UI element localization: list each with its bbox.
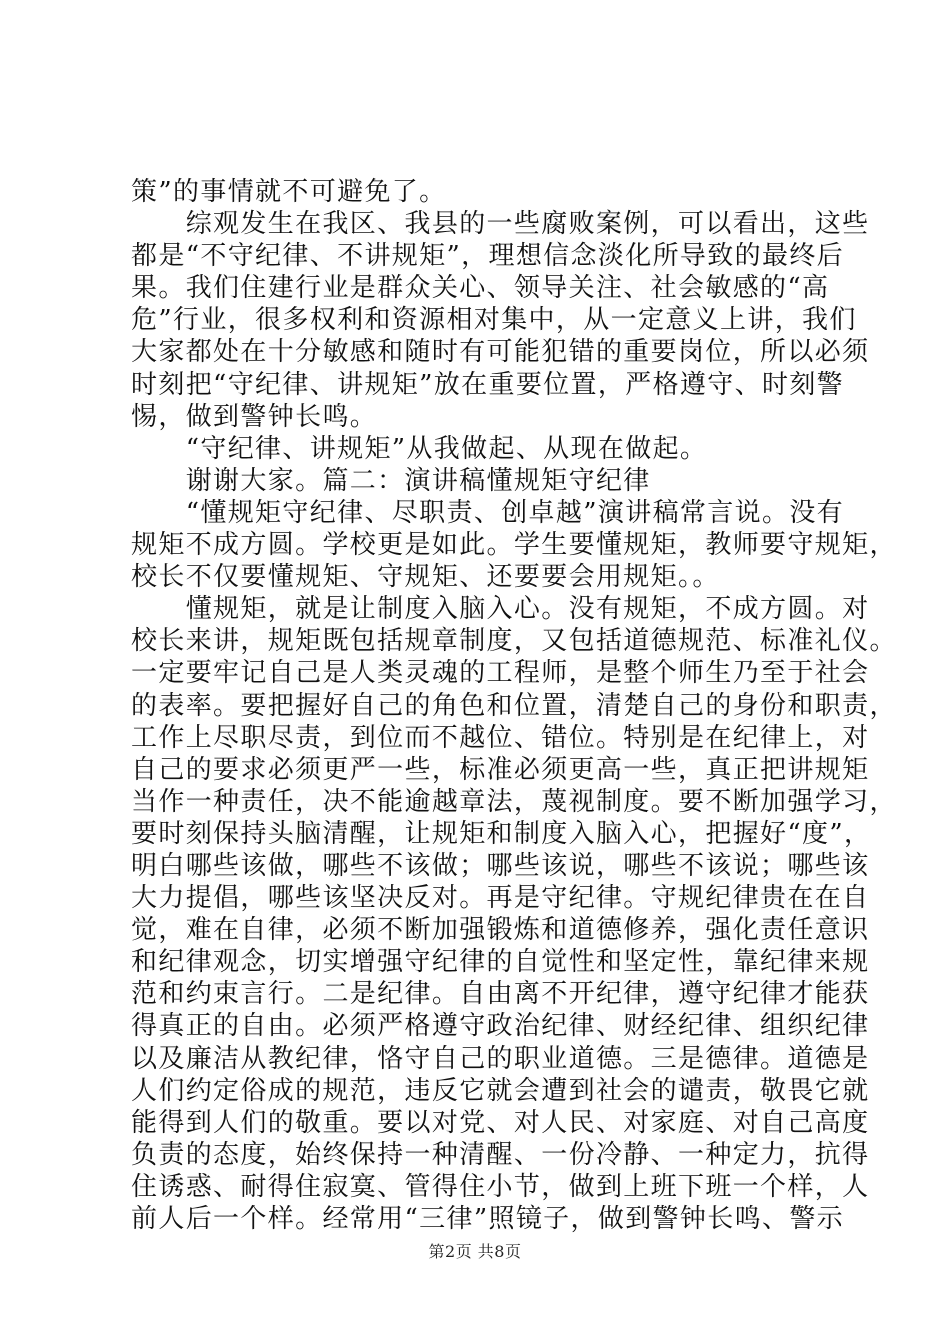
text-line: 自己的要求必须更严一些，标准必须更高一些，真正把讲规矩 [131, 754, 870, 785]
text-line: 前人后一个样。经常用“三律”照镜子，做到警钟长鸣、警示 [131, 1204, 845, 1234]
text-line: 时刻把“守纪律、讲规矩”放在重要位置，严格遵守、时刻警 [131, 369, 845, 400]
text-line: 住诱惑、耐得住寂寞、管得住小节，做到上班下班一个样，人 [131, 1171, 870, 1202]
document-body [131, 176, 897, 1235]
text-line: 当作一种责任，决不能逾越章法，蔑视制度。要不断加强学习， [131, 786, 897, 817]
text-line: 校长来讲，规矩既包括规章制度，又包括道德规范、标准礼仪。 [131, 626, 897, 657]
text-line: 惕，做到警钟长鸣。 [131, 401, 378, 432]
text-line: 果。我们住建行业是群众关心、领导关注、社会敏感的“高 [131, 273, 830, 304]
text-line: 都是“不守纪律、不讲规矩”，理想信念淡化所导致的最终后 [131, 241, 845, 272]
text-line: 明白哪些该做，哪些不该做；哪些该说，哪些不该说；哪些该 [131, 850, 870, 881]
text-line: 的表率。要把握好自己的角色和位置，清楚自己的身份和职责， [131, 690, 897, 721]
text-line: 要时刻保持头脑清醒，让规矩和制度入脑入心，把握好“度”， [131, 818, 872, 849]
text-line: 规矩不成方圆。学校更是如此。学生要懂规矩，教师要守规矩， [131, 530, 897, 561]
text-line: 危”行业，很多权利和资源相对集中，从一定意义上讲，我们 [131, 305, 857, 336]
text-line: 负责的态度，始终保持一种清醒、一份冷静、一种定力，抗得 [131, 1139, 870, 1170]
text-line: 一定要牢记自己是人类灵魂的工程师，是整个师生乃至于社会 [131, 658, 870, 689]
text-line: 工作上尽职尽责，到位而不越位、错位。特别是在纪律上，对 [131, 722, 870, 753]
text-line: 校长不仅要懂规矩、守规矩、还要要会用规矩。。 [131, 562, 720, 593]
text-line: 策”的事情就不可避免了。 [131, 177, 447, 207]
text-line: 得真正的自由。必须严格遵守政治纪律、财经纪律、组织纪律 [131, 1011, 870, 1042]
text-line: 大力提倡，哪些该坚决反对。再是守纪律。守规纪律贵在在自 [131, 883, 870, 914]
text-line: “懂规矩守纪律、尽职责、创卓越”演讲稿常言说。没有 [131, 497, 845, 528]
text-line: 觉，难在自律，必须不断加强锻炼和道德修养，强化责任意识 [131, 915, 870, 946]
text-line: 大家都处在十分敏感和随时有可能犯错的重要岗位，所以必须 [131, 337, 870, 368]
text-line: “守纪律、讲规矩”从我做起、从现在做起。 [131, 433, 708, 464]
text-line: 能得到人们的敬重。要以对党、对人民、对家庭、对自己高度 [131, 1107, 870, 1138]
text-line: 范和约束言行。二是纪律。自由离不开纪律，遵守纪律才能获 [131, 979, 870, 1010]
text-line: 以及廉洁从教纪律，恪守自己的职业道德。三是德律。道德是 [131, 1043, 870, 1074]
text-line: 谢谢大家。篇二：演讲稿懂规矩守纪律 [131, 465, 651, 496]
page-number: 第2页 共8页 [428, 1242, 522, 1261]
text-line: 人们约定俗成的规范，违反它就会遭到社会的谴责，敬畏它就 [131, 1075, 870, 1106]
text-line: 综观发生在我区、我县的一些腐败案例，可以看出，这些 [131, 209, 870, 240]
text-line: 懂规矩，就是让制度入脑入心。没有规矩，不成方圆。对 [131, 594, 870, 625]
text-line: 和纪律观念，切实增强守纪律的自觉性和坚定性，靠纪律来规 [131, 947, 870, 978]
